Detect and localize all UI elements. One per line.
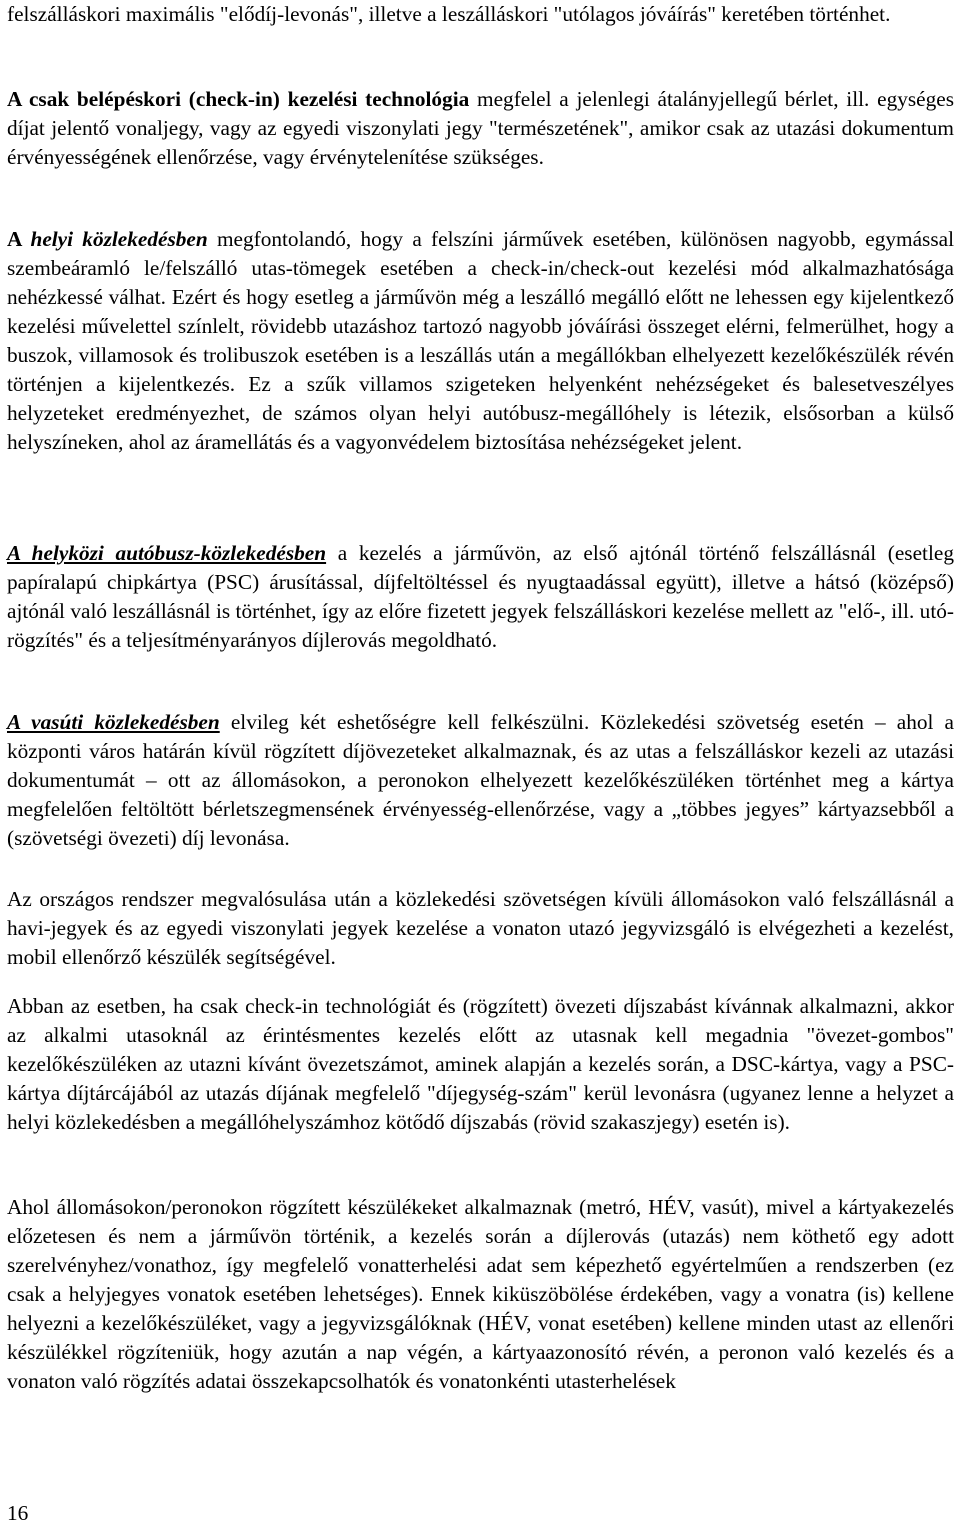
paragraph-check-in-lead: A csak belépéskori (check-in) kezelési technológia xyxy=(7,87,470,111)
paragraph-local-transport-text: megfontolandó, hogy a felszíni járművek esetében, különösen nagyobb, egymással szembeáramló le/felszálló utas-tömegek esetében a check-in/check-out kezelési mód alkalmazhatósága nehézkessé válhat. Ezért és hogy esetleg a járművön még a leszálló megálló előtt ne lehessen egy kijelentkező kezelési művelettel színlelt, rövidebb utazáshoz tartozó nagyobb jóváírási összeget elérni, felmerülhet, hogy a buszok, villamosok és trolibuszok esetében is a leszállás után a megállókban elhelyezett kezelőkészülék révén történjen a kijelentkezés. Ez a szűk villamos szigeteken helyenként nehézségeket és balesetveszélyes helyzeteket eredményezhet, de számos olyan helyi autóbusz-megállóhely is létezik, elsősorban a külső helyszíneken, ahol az áramellátás és a vagyonvédelem biztosítása nehézségeket jelent. xyxy=(7,227,954,454)
paragraph-intercity-bus-text: a kezelés a járművön, az első ajtónál történő felszállásnál (esetleg papíralapú chipkártya (PSC) árusítással, díjfeltöltéssel és nyugtaadással együtt), illetve a hátsó (középső) ajtónál való leszállásnál is történhet, így az előre fizetett jegyek felszálláskori kezelése mellett az "elő-, ill. utó-rögzítés" és a teljesítményarányos díjlerovás megoldható. xyxy=(7,541,954,652)
paragraph-intercity-bus-lead: A helyközi autóbusz-közlekedésben xyxy=(7,541,327,565)
paragraph-1 xyxy=(7,0,954,29)
paragraph-check-in-text: megfelel a jelenlegi átalányjellegű bérlet, ill. egységes díjat jelentő vonaljegy, vagy az egyedi viszonylati jegy "természetének", amikor csak az utazási dokumentum érvényességének ellenőrzése, vagy érvénytelenítése szükséges. xyxy=(7,87,954,169)
paragraph-national-system-text: Az országos rendszer megvalósulása után a közlekedési szövetségen kívüli állomásokon való felszállásnál a havi-jegyek és az egyedi viszonylati jegyek kezelése a vonaton utazó jegyvizsgáló is elvégezheti a kezelést, mobil ellenőrző készülék segítségével. xyxy=(7,887,954,969)
paragraph-fixed-devices-text: Ahol állomásokon/peronokon rögzített készülékeket alkalmaznak (metró, HÉV, vasút), mivel a kártyakezelés előzetesen és nem a járművön történik, a kezelés során a díjlerovás (utazás) nem köthető egy adott szerelvényhez/vonathoz, így megfelelő vonatterhelési adat sem képezhető egyértelműen a rendszerben (ez csak a helyjegyes vonatok esetében lehetséges). Ennek kiküszöbölése érdekében, vagy a vonatra (is) kellene helyezni a kezelőkészüléket, vagy a jegyvizsgálóknak (HÉV, vonat esetében) kellene minden utast az ellenőri készülékkel rögzíteniük, hogy azután a nap végén, a kártyaazonosító révén, a peronon való kezelés és a vonaton való rögzítés adatai összekapcsolhatók és vonatonkénti utasterhelések xyxy=(7,1195,954,1393)
paragraph-rail xyxy=(7,708,954,853)
paragraph-check-in-only xyxy=(7,992,954,1137)
paragraph-check-in xyxy=(7,85,954,172)
paragraph-fixed-devices xyxy=(7,1193,954,1396)
page-number: 16 xyxy=(7,1501,29,1525)
paragraph-check-in-only-text: Abban az esetben, ha csak check-in technológiát és (rögzített) övezeti díjszabást kívánnak alkalmazni, akkor az alkalmi utasoknál az érintésmentes kezelés előtt az utasnak kell megadnia "övezet-gombos" kezelőkészüléken az utazni kívánt övezetszámot, aminek alapján a kezelés során, a DSC-kártya, vagy a PSC-kártya díjtárcájából az utazás díjának megfelelő "díjegység-szám" kerül levonásra (ugyanez lenne a helyzet a helyi közlekedésben a megállóhelyszámhoz kötődő díjszabás (rövid szakaszjegy) esetén is). xyxy=(7,994,954,1134)
paragraph-local-transport-lead-b: helyi közlekedésben xyxy=(30,227,208,251)
paragraph-intercity-bus xyxy=(7,539,954,655)
paragraph-1-text: felszálláskori maximális "elődíj-levonás", illetve a leszálláskori "utólagos jóváírás" keretében történhet. xyxy=(7,2,891,26)
paragraph-local-transport-lead-a: A xyxy=(7,227,31,251)
paragraph-rail-lead: A vasúti közlekedésben xyxy=(7,710,220,734)
paragraph-local-transport xyxy=(7,225,954,457)
paragraph-national-system xyxy=(7,885,954,972)
paragraph-rail-text: elvileg két eshetőségre kell felkészülni. Közlekedési szövetség esetén – ahol a központi város határán kívül rögzített díjövezeteket alkalmaznak, és az utas a felszálláskor kezeli az utazási dokumentumát – ott az állomásokon, a peronokon elhelyezett kezelőkészüléken történhet meg a kártya megfelelően feltöltött bérletszegmensének érvényesség-ellenőrzése, vagy a „többes jegyes” kártyazsebből a (szövetségi övezeti) díj levonása. xyxy=(7,710,954,850)
